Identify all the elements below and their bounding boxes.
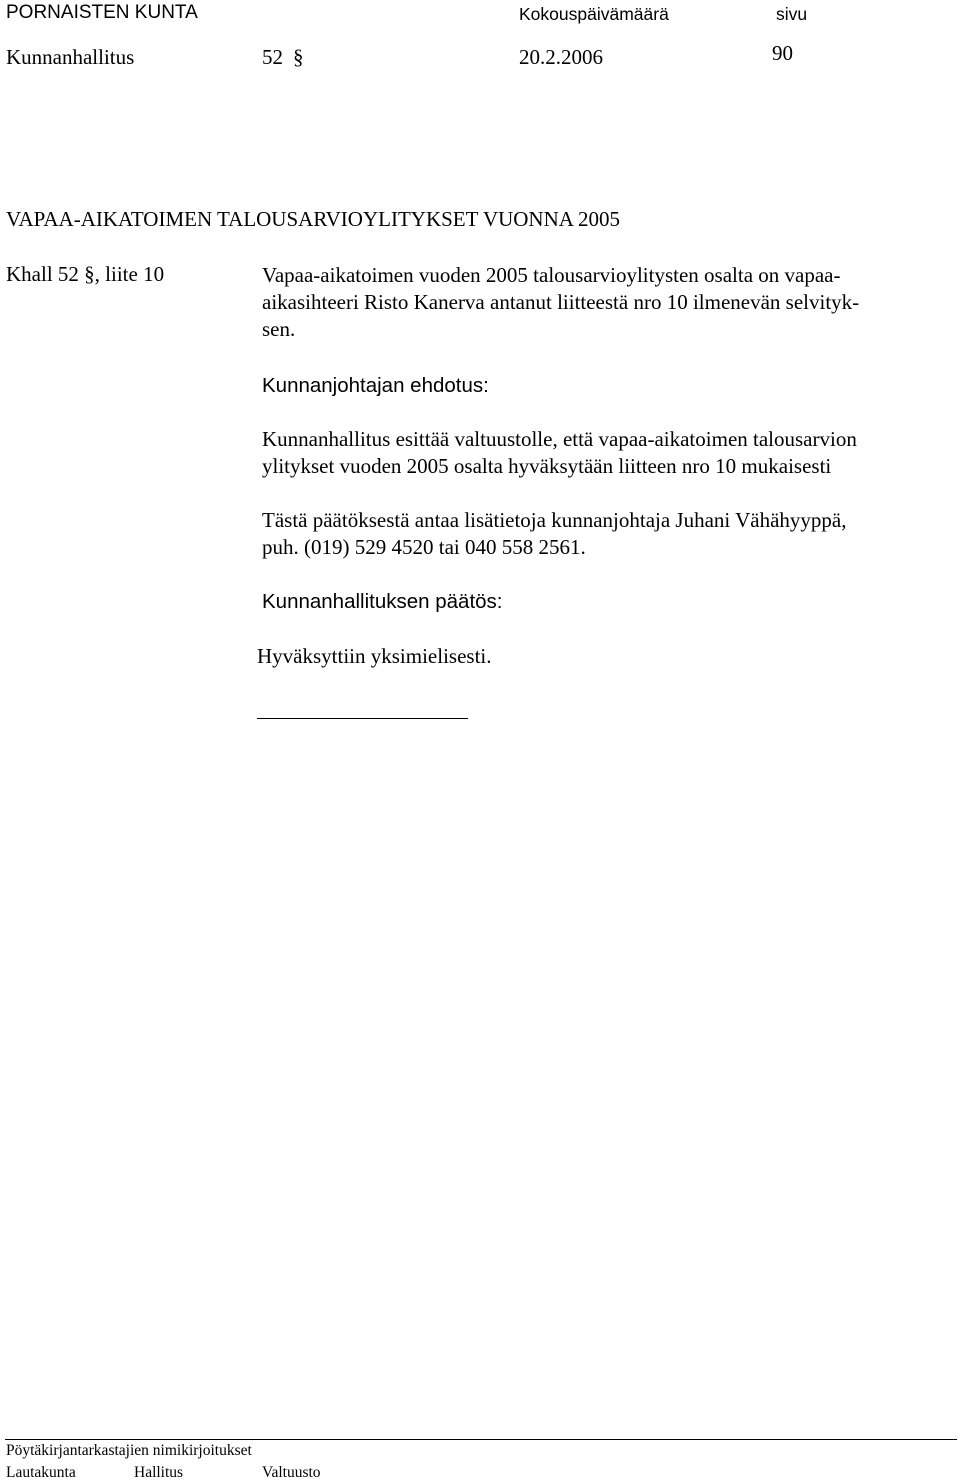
info-line: puh. (019) 529 4520 tai 040 558 2561. bbox=[262, 535, 586, 559]
proposal-heading: Kunnanjohtajan ehdotus: bbox=[262, 374, 489, 397]
info-paragraph bbox=[262, 507, 942, 561]
footer-divider bbox=[5, 1439, 957, 1440]
intro-line: aikasihteeri Risto Kanerva antanut liitteestä nro 10 ilmenevän selvityk- bbox=[262, 290, 860, 314]
meeting-date-label: Kokouspäivämäärä bbox=[519, 4, 669, 24]
proposal-line: ylitykset vuoden 2005 osalta hyväksytään liitteen nro 10 mukaisesti bbox=[262, 454, 832, 478]
meeting-date: 20.2.2006 bbox=[519, 45, 603, 69]
section-number: 52 bbox=[262, 45, 283, 69]
decision-heading: Kunnanhallituksen päätös: bbox=[262, 590, 503, 613]
organization-name: PORNAISTEN KUNTA bbox=[6, 2, 198, 23]
intro-paragraph bbox=[262, 262, 942, 343]
meeting-body: Kunnanhallitus bbox=[6, 45, 135, 69]
decision-text: Hyväksyttiin yksimielisesti. bbox=[257, 644, 492, 668]
intro-line: sen. bbox=[262, 317, 296, 341]
intro-line: Vapaa-aikatoimen vuoden 2005 talousarvioylitysten osalta on vapaa- bbox=[262, 263, 841, 287]
document-title: VAPAA-AIKATOIMEN TALOUSARVIOYLITYKSET VUONNA 2005 bbox=[6, 207, 621, 231]
footer-column-committee: Lautakunta bbox=[6, 1464, 76, 1481]
footer-signatures-label: Pöytäkirjantarkastajien nimikirjoitukset bbox=[6, 1442, 252, 1459]
section-reference: Khall 52 §, liite 10 bbox=[6, 262, 165, 286]
signature-line bbox=[257, 718, 468, 719]
footer-column-board: Hallitus bbox=[134, 1464, 184, 1481]
info-line: Tästä päätöksestä antaa lisätietoja kunnanjohtaja Juhani Vähähyyppä, bbox=[262, 508, 847, 532]
section-mark: § bbox=[293, 45, 304, 69]
proposal-line: Kunnanhallitus esittää valtuustolle, että vapaa-aikatoimen talousarvion bbox=[262, 427, 857, 451]
page-number: 90 bbox=[772, 41, 793, 65]
proposal-paragraph bbox=[262, 426, 942, 480]
footer-column-council: Valtuusto bbox=[262, 1464, 321, 1481]
page-label: sivu bbox=[776, 4, 808, 24]
